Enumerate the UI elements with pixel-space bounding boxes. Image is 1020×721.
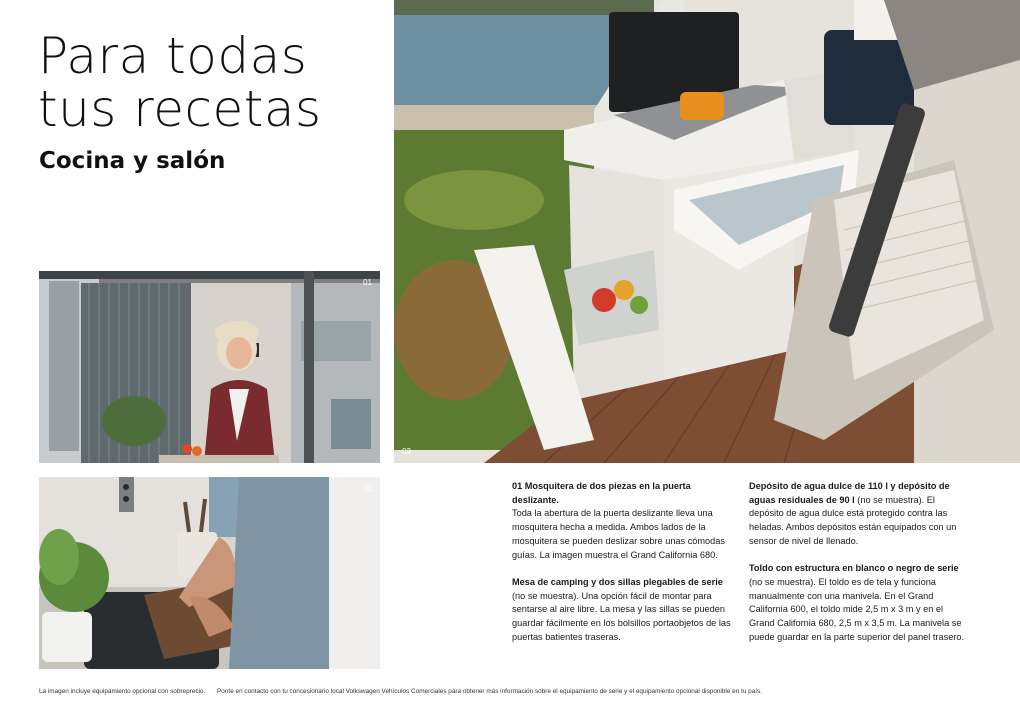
photo-02 <box>39 477 380 669</box>
camping-table-heading: Mesa de camping y dos sillas plegables de serie <box>512 576 723 587</box>
awning-body: (no se muestra). El toldo es de tela y funciona manualmente con una manivela. En el Grand California 600, el toldo mide 2,5 m x 3 m y en el Grand California 680, 2,5 m x 3,5 m. La manivela se puede guardar en la parte superior del panel trasero. <box>749 576 965 642</box>
text-column-right <box>749 480 971 658</box>
camper-kitchen-photo <box>394 0 1020 463</box>
photo-number-02: 02 <box>363 484 372 493</box>
mosquito-net-heading: 01 Mosquitera de dos piezas en la puerta deslizante. <box>512 481 691 505</box>
cutting-board-kitchen-photo <box>39 477 380 669</box>
photo-01 <box>39 271 380 463</box>
awning-heading: Toldo con estructura en blanco o negro de serie <box>749 563 959 574</box>
section-subtitle: Cocina y salón <box>39 148 226 174</box>
water-tank-paragraph <box>749 480 971 549</box>
photo-03 <box>394 0 1020 463</box>
footer-note-dealer-contact: Ponte en contacto con tu concesionario local Volkswagen Vehículos Comerciales para obtener más información sobre el equipamiento de serie y el equipamiento opcional disponible en tu país. <box>217 688 763 695</box>
photo-number-03: 03 <box>402 447 411 456</box>
text-column-left <box>512 480 734 658</box>
footer-notes <box>39 688 762 695</box>
page-title <box>38 27 322 138</box>
awning-paragraph <box>749 562 971 644</box>
water-tank-heading: Depósito de agua dulce de 110 l y depósito de aguas residuales de 90 l <box>749 481 950 505</box>
mosquito-net-paragraph <box>512 480 734 562</box>
water-tank-body: (no se muestra). El depósito de agua dulce está protegido contra las heladas. Ambos depósitos están equipados con un sensor de nivel de llenado. <box>749 494 957 546</box>
footer-note-optional-equipment: La imagen incluye equipamiento opcional con sobreprecio. <box>39 688 206 695</box>
mosquito-net-body: Toda la abertura de la puerta deslizante lleva una mosquitera hecha a medida. Ambos lados de la mosquitera se pueden deslizar sobre unas cómodas guías. La imagen muestra el Grand California 680. <box>512 508 725 560</box>
photo-number-01: 01 <box>363 278 372 287</box>
title-line-1: Para todas <box>38 27 308 85</box>
woman-at-van-window-photo <box>39 271 380 463</box>
camping-table-body: (no se muestra). Una opción fácil de montar para sentarse al aire libre. La mesa y las sillas se pueden guardar fácilmente en los bolsillos portaobjetos de las puertas batientes traseras. <box>512 590 731 642</box>
camping-table-paragraph <box>512 576 734 645</box>
title-line-2: tus recetas <box>38 80 322 138</box>
